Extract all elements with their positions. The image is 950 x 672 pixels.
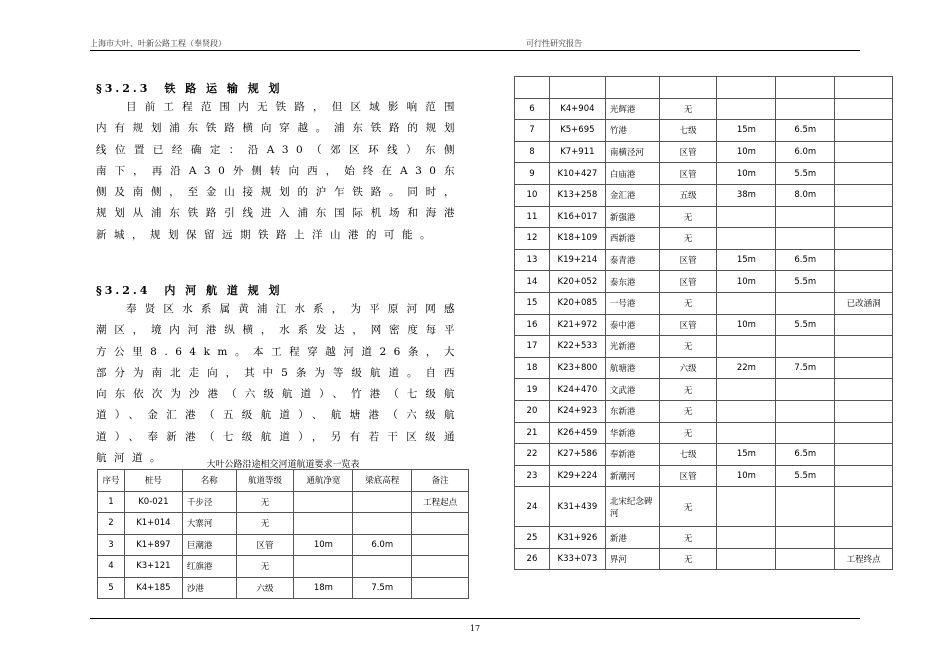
table-cell [412, 556, 469, 578]
table-cell: K4+185 [124, 577, 182, 599]
table-cell [835, 314, 893, 336]
table-cell: 光新港 [605, 336, 659, 358]
table-row [98, 491, 469, 513]
table-cell [835, 336, 893, 358]
table-cell: 南横泾河 [605, 141, 659, 163]
table-cell: 文武港 [605, 379, 659, 401]
table-row [515, 400, 893, 422]
table-cell: 25 [515, 527, 550, 549]
table-cell [835, 163, 893, 185]
table-cell [776, 228, 835, 250]
table-row [98, 513, 469, 535]
table-cell [776, 206, 835, 228]
table-cell: 2 [98, 513, 125, 535]
table-cell [717, 206, 776, 228]
table-cell: 13 [515, 249, 550, 271]
table-row [515, 548, 893, 570]
table-cell: 3 [98, 534, 125, 556]
table-cell: 19 [515, 379, 550, 401]
table-cell: K23+800 [549, 357, 605, 379]
table-cell: K4+904 [549, 98, 605, 120]
table-cell: 1 [98, 491, 125, 513]
table-cell [776, 400, 835, 422]
table-cell [835, 184, 893, 206]
table-cell [353, 556, 412, 578]
table-cell: 15m [717, 249, 776, 271]
table-cell: 5.5m [776, 271, 835, 293]
table-cell [835, 249, 893, 271]
table-cell: 华新港 [605, 422, 659, 444]
footer-rule [90, 618, 860, 619]
table-cell: 一号港 [605, 292, 659, 314]
table-row [515, 357, 893, 379]
table-cell: 无 [659, 548, 717, 570]
table-cell: K20+052 [549, 271, 605, 293]
waterway-table-left [97, 469, 469, 599]
table-cell [776, 292, 835, 314]
table-cell: 界河 [605, 548, 659, 570]
table-cell [835, 400, 893, 422]
table-cell: 沙港 [182, 577, 236, 599]
table-cell: K22+533 [549, 336, 605, 358]
table-row [515, 206, 893, 228]
table-cell: 六级 [236, 577, 294, 599]
header-cell: 通航净宽 [294, 470, 353, 492]
table-cell: 16 [515, 314, 550, 336]
table-cell [776, 379, 835, 401]
table-row [515, 249, 893, 271]
table-cell: 7 [515, 120, 550, 142]
table-cell: 已改涵洞 [835, 292, 893, 314]
table-caption: 大叶公路沿途相交河道航道要求一览表 [206, 460, 360, 470]
table-row [515, 98, 893, 120]
table-cell: 24 [515, 487, 550, 527]
table-cell: 奉新港 [605, 444, 659, 466]
table-row [515, 527, 893, 549]
table-cell: 7.5m [353, 577, 412, 599]
table-row [515, 379, 893, 401]
table-row [98, 556, 469, 578]
table-cell: 6.5m [776, 444, 835, 466]
table-row [515, 163, 893, 185]
table-cell: 东新港 [605, 400, 659, 422]
table-cell: 无 [659, 379, 717, 401]
table-cell [717, 422, 776, 444]
table-row [515, 444, 893, 466]
table-cell: 西新港 [605, 228, 659, 250]
table-row [515, 228, 893, 250]
table-cell [353, 513, 412, 535]
table-cell [835, 206, 893, 228]
table-cell [717, 98, 776, 120]
section-body-waterway: 奉贤区水系属黄浦江水系，为平原河网感潮区，境内河港纵横，水系发达，网密度每平方公里8.64km。本工程穿越河道26条，大部分为南北走向，其中5条为等级航道。自西向东依次为沙港（六级航道）、竹港（七级航道）、金汇港（五级航道）、航塘港（六级航道）、奉新港（七级航道），另有若干区级通航河道。 [96, 303, 462, 465]
table-cell [835, 527, 893, 549]
table-cell [353, 491, 412, 513]
table-cell: 6.5m [776, 249, 835, 271]
header-cell: 备注 [412, 470, 469, 492]
table-cell: K16+017 [549, 206, 605, 228]
table-cell [717, 400, 776, 422]
page-number: 17 [469, 624, 481, 633]
table-cell [835, 422, 893, 444]
table-cell [835, 444, 893, 466]
section-title-waterway: §3.2.4 内 河 航 道 规 划 [96, 284, 283, 297]
table-blank-row [515, 77, 893, 99]
table-cell: 七级 [659, 444, 717, 466]
table-cell: 无 [236, 556, 294, 578]
table-cell: 七级 [659, 120, 717, 142]
table-cell [717, 292, 776, 314]
table-cell: 金汇港 [605, 184, 659, 206]
table-cell: K0-021 [124, 491, 182, 513]
table-cell: 无 [659, 336, 717, 358]
table-cell: 15m [717, 444, 776, 466]
table-cell: 5.5m [776, 314, 835, 336]
table-cell: 11 [515, 206, 550, 228]
table-cell: 新强港 [605, 206, 659, 228]
table-cell: 泰中港 [605, 314, 659, 336]
table-cell: K26+459 [549, 422, 605, 444]
table-cell: 区管 [659, 249, 717, 271]
table-cell: K1+014 [124, 513, 182, 535]
table-cell: 泰东港 [605, 271, 659, 293]
table-cell [835, 487, 893, 527]
table-cell: 白庙港 [605, 163, 659, 185]
table-cell: 6.0m [353, 534, 412, 556]
table-cell: 区管 [659, 141, 717, 163]
section-title-railway: §3.2.3 铁 路 运 输 规 划 [96, 82, 283, 95]
table-cell: 38m [717, 184, 776, 206]
table-cell: 竹港 [605, 120, 659, 142]
table-cell: 8.0m [776, 184, 835, 206]
table-cell: 10m [717, 314, 776, 336]
table-cell: 北宋纪念碑河 [605, 487, 659, 527]
table-cell [776, 98, 835, 120]
table-cell: 21 [515, 422, 550, 444]
table-cell [717, 379, 776, 401]
table-cell: 无 [659, 228, 717, 250]
table-cell: K33+073 [549, 548, 605, 570]
table-row [98, 577, 469, 599]
table-cell: 工程终点 [835, 548, 893, 570]
table-cell: 5.5m [776, 163, 835, 185]
table-cell: 8 [515, 141, 550, 163]
table-cell: K27+586 [549, 444, 605, 466]
table-cell [835, 141, 893, 163]
table-cell: 区管 [659, 314, 717, 336]
table-cell [412, 577, 469, 599]
table-cell: 区管 [659, 465, 717, 487]
table-cell [776, 548, 835, 570]
table-cell: 无 [659, 206, 717, 228]
table-cell: 无 [236, 491, 294, 513]
table-cell [776, 336, 835, 358]
table-cell: 10m [717, 271, 776, 293]
table-row [515, 141, 893, 163]
table-cell: K3+121 [124, 556, 182, 578]
table-cell: K21+972 [549, 314, 605, 336]
table-row [515, 314, 893, 336]
table-cell: 红旗港 [182, 556, 236, 578]
waterway-table-right [514, 76, 893, 570]
table-cell [776, 527, 835, 549]
table-cell: 23 [515, 465, 550, 487]
table-cell: 新港 [605, 527, 659, 549]
table-cell: 22m [717, 357, 776, 379]
table-cell: 六级 [659, 357, 717, 379]
table-cell: 18 [515, 357, 550, 379]
table-cell: 新潮河 [605, 465, 659, 487]
table-cell [412, 513, 469, 535]
table-cell: 区管 [236, 534, 294, 556]
table-cell: 无 [659, 527, 717, 549]
table-cell [717, 228, 776, 250]
table-cell: K10+427 [549, 163, 605, 185]
table-cell: 15m [717, 120, 776, 142]
table-cell: 泰青港 [605, 249, 659, 271]
header-cell: 序号 [98, 470, 125, 492]
table-cell [412, 534, 469, 556]
table-cell: 7.5m [776, 357, 835, 379]
table-cell: 22 [515, 444, 550, 466]
table-cell: 无 [659, 422, 717, 444]
table-cell: 五级 [659, 184, 717, 206]
table-cell: 无 [659, 400, 717, 422]
table-cell: 26 [515, 548, 550, 570]
table-cell: 20 [515, 400, 550, 422]
header-right: 可行性研究报告 [526, 39, 582, 48]
table-cell: K24+470 [549, 379, 605, 401]
table-cell [294, 513, 353, 535]
table-row [515, 271, 893, 293]
table-cell: 工程起点 [412, 491, 469, 513]
table-cell: 巨潮港 [182, 534, 236, 556]
table-cell [776, 422, 835, 444]
table-cell: 10m [717, 141, 776, 163]
table-cell: K13+258 [549, 184, 605, 206]
table-row [515, 292, 893, 314]
table-cell: K31+926 [549, 527, 605, 549]
table-cell: 14 [515, 271, 550, 293]
table-cell: 无 [659, 292, 717, 314]
table-cell: 航塘港 [605, 357, 659, 379]
table-cell: K5+695 [549, 120, 605, 142]
table-cell: 10 [515, 184, 550, 206]
table-cell [835, 379, 893, 401]
table-cell: 区管 [659, 163, 717, 185]
table-cell: K31+439 [549, 487, 605, 527]
table-cell: 无 [659, 98, 717, 120]
table-cell [294, 491, 353, 513]
table-cell [717, 548, 776, 570]
table-cell: 5.5m [776, 465, 835, 487]
table-cell: 6.5m [776, 120, 835, 142]
table-cell: 无 [236, 513, 294, 535]
table-cell: 15 [515, 292, 550, 314]
table-cell [835, 465, 893, 487]
table-cell: 千步泾 [182, 491, 236, 513]
table-cell: 无 [659, 487, 717, 527]
table-cell: 6.0m [776, 141, 835, 163]
table-cell: 9 [515, 163, 550, 185]
table-cell [835, 357, 893, 379]
table-cell: 18m [294, 577, 353, 599]
table-cell [776, 487, 835, 527]
header-cell: 航道等级 [236, 470, 294, 492]
table-cell: 12 [515, 228, 550, 250]
table-cell: 区管 [659, 271, 717, 293]
table-row [98, 534, 469, 556]
header-cell: 梁底高程 [353, 470, 412, 492]
table-row [515, 487, 893, 527]
table-cell: 6 [515, 98, 550, 120]
table-row [515, 422, 893, 444]
table-cell [717, 487, 776, 527]
table-cell [294, 556, 353, 578]
table-cell: 5 [98, 577, 125, 599]
table-cell: 大寨河 [182, 513, 236, 535]
table-cell: 10m [717, 163, 776, 185]
table-cell [835, 98, 893, 120]
header-cell: 桩号 [124, 470, 182, 492]
table-row [515, 184, 893, 206]
table-cell: K20+085 [549, 292, 605, 314]
table-cell [835, 271, 893, 293]
table-cell: 17 [515, 336, 550, 358]
header-rule [90, 50, 860, 51]
table-cell [835, 120, 893, 142]
table-cell: 4 [98, 556, 125, 578]
table-header-row [98, 470, 469, 492]
table-cell: K29+224 [549, 465, 605, 487]
table-cell: 10m [717, 465, 776, 487]
table-cell: 光辉港 [605, 98, 659, 120]
table-row [515, 465, 893, 487]
table-cell: K1+897 [124, 534, 182, 556]
table-cell: 10m [294, 534, 353, 556]
table-row [515, 336, 893, 358]
table-cell [835, 228, 893, 250]
table-cell: K24+923 [549, 400, 605, 422]
table-cell: K18+109 [549, 228, 605, 250]
table-row [515, 120, 893, 142]
header-left: 上海市大叶、叶新公路工程（奉贤段） [90, 39, 226, 48]
header-cell: 名称 [182, 470, 236, 492]
table-cell [717, 336, 776, 358]
table-cell: K7+911 [549, 141, 605, 163]
table-cell [717, 527, 776, 549]
section-body-railway: 目前工程范围内无铁路，但区域影响范围内有规划浦东铁路横向穿越。浦东铁路的规划线位置已经确定：沿A30（郊区环线）东侧南下，再沿A30外侧转向西，始终在A30东侧及南侧，至金山接规划的沪乍铁路。同时，规划从浦东铁路引线进入浦东国际机场和海港新城，规划保留远期铁路上洋山港的可能。 [96, 101, 462, 241]
table-cell: K19+214 [549, 249, 605, 271]
